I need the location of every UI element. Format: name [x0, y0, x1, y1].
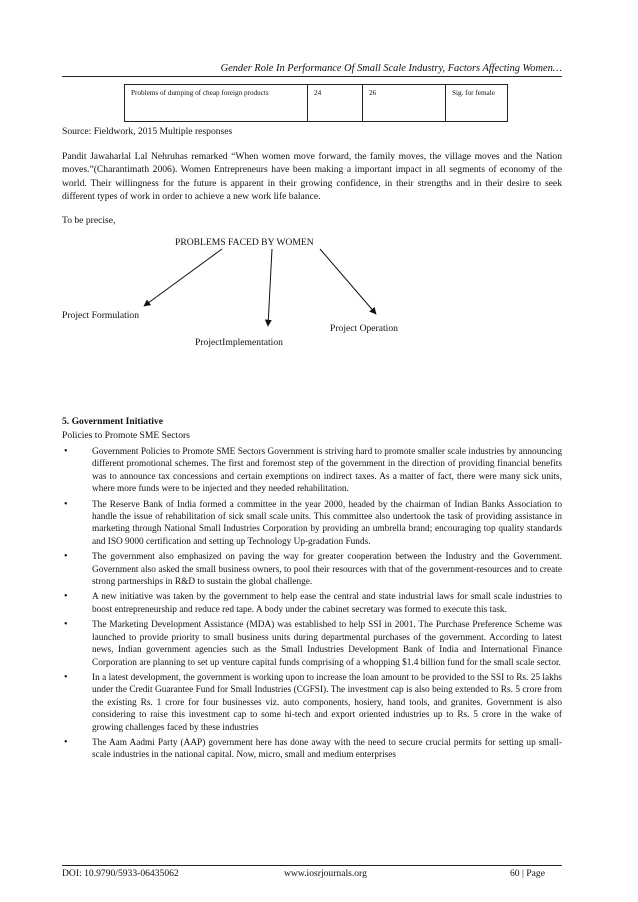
footer-website: www.iosrjournals.org [284, 868, 367, 879]
arrow-to-formulation [144, 249, 222, 306]
source-note: Source: Fieldwork, 2015 Multiple responses [62, 126, 233, 137]
diagram-left-label: Project Formulation [62, 310, 140, 321]
footer-page-number: 60 | Page [510, 868, 545, 879]
section-subtitle: Policies to Promote SME Sectors [62, 430, 190, 441]
bullet-text: A new initiative was taken by the government to help ease the central and state industrial laws for small scale industries to boost entrepreneurship and reduce red tape. A body under the cabinet secretary was formed to execute this task. [92, 592, 562, 615]
bullet-icon: • [64, 619, 68, 631]
bullet-icon: • [64, 671, 68, 683]
bullet-text: Government Policies to Promote SME Sectors Government is striving hard to promote smaller scale industries by announcing different promotional schemes. The first and foremost step of the government in the direction of providing financial benefits was to announce tax concessions and certain exemptions on indirect taxes. As a matter of fact, there were many sick units, where more funds were to be injected and they needed rehabilitation. [92, 447, 562, 495]
table-cell-problem: Problems of dumping of cheap foreign products [125, 85, 308, 122]
bullet-icon: • [64, 446, 68, 457]
list-item [62, 446, 562, 496]
list-item [62, 672, 562, 734]
arrow-to-operation [320, 249, 376, 314]
section-title: 5. Government Initiative [62, 416, 163, 427]
initiatives-list [62, 446, 562, 765]
footer-doi: DOI: 10.9790/5933-06435062 [62, 868, 179, 879]
bullet-icon: • [64, 591, 68, 603]
bullet-icon: • [64, 736, 68, 748]
table-cell-value-2: 26 [363, 85, 446, 122]
bullet-text: The Marketing Development Assistance (MDA) was established to help SSI in 2001. The Purchase Preference Scheme was launched to provide priority to small business units during departmental purchases of the government. According to latest news, Indian government agencies such as the Small Industries Development Bank of India and International Finance Corporation are planning to set up venture capital funds comprising of a whopping $1.4 billion fund for the small scale sector. [92, 620, 562, 668]
bullet-icon: • [64, 551, 68, 563]
paragraph-nehru-quote: Pandit Jawaharlal Lal Nehruhas remarked “When women move forward, the family moves, the village moves and the Nation moves.”(Charantimath 2006). Women Entrepreneurs have been making a important impact in all segments of economy of the world. Their willingness for the future is apparent in their growing confidence, in their strengths and in their desire to seek different types of work in order to achieve a new work life balance. [62, 151, 562, 203]
running-header: Gender Role In Performance Of Small Scale Industry, Factors Affecting Women… [220, 63, 562, 74]
bullet-text: The Aam Aadmi Party (AAP) government here has done away with the need to secure crucial permits for setting up small-scale industries in the national capital. Now, micro, small and medium enterprises [92, 737, 562, 761]
list-item [62, 737, 562, 762]
bullet-text: In a latest development, the government is working upon to increase the loan amount to be provided to the SSI to Rs. 25 lakhs under the Credit Guarantee Fund for Small Industries (CGFSI). The investment cap is also being extended to Rs. 5 crore from the existing Rs. 1 crore for four businesses viz. auto components, hosiery, hand tools, and granites. Government is also considering to raise this investment cap to some hi-tech and export oriented industries up to Rs. 5 crore in the wake of growing challenges faced by these industries [92, 672, 562, 733]
diagram-middle-label: ProjectImplementation [195, 337, 283, 348]
footer-rule [62, 865, 562, 866]
diagram-right-label: Project Operation [330, 323, 398, 334]
list-item [62, 591, 562, 616]
bullet-text: The Reserve Bank of India formed a committee in the year 2000, headed by the chairman of Indian Banks Association to handle the issue of rehabilitation of sick small scale units. This committee also undertook the task of providing assistance in marketing through National Small Industries Corporation by providing an umbrella brand; encouraging top quality standards and ISO 9000 certification and setting up Technology Up-gradation Funds. [92, 499, 562, 547]
list-item [62, 619, 562, 669]
bullet-icon: • [64, 498, 68, 510]
list-item [62, 551, 562, 588]
diagram-root-label: PROBLEMS FACED BY WOMEN [175, 237, 314, 248]
table-cell-value-1: 24 [308, 85, 363, 122]
arrow-to-implementation [268, 249, 272, 326]
list-item [62, 499, 562, 549]
bullet-text: The government also emphasized on paving the way for greater cooperation between the Industry and the Government. Government also asked the small business owners, to pool their resources with that of the government-resources and to create strong partnerships in R&D to sustain the global challenge. [92, 552, 562, 588]
table-cell-significance: Sig. for female [446, 85, 508, 122]
to-be-precise-line: To be precise, [62, 215, 116, 226]
